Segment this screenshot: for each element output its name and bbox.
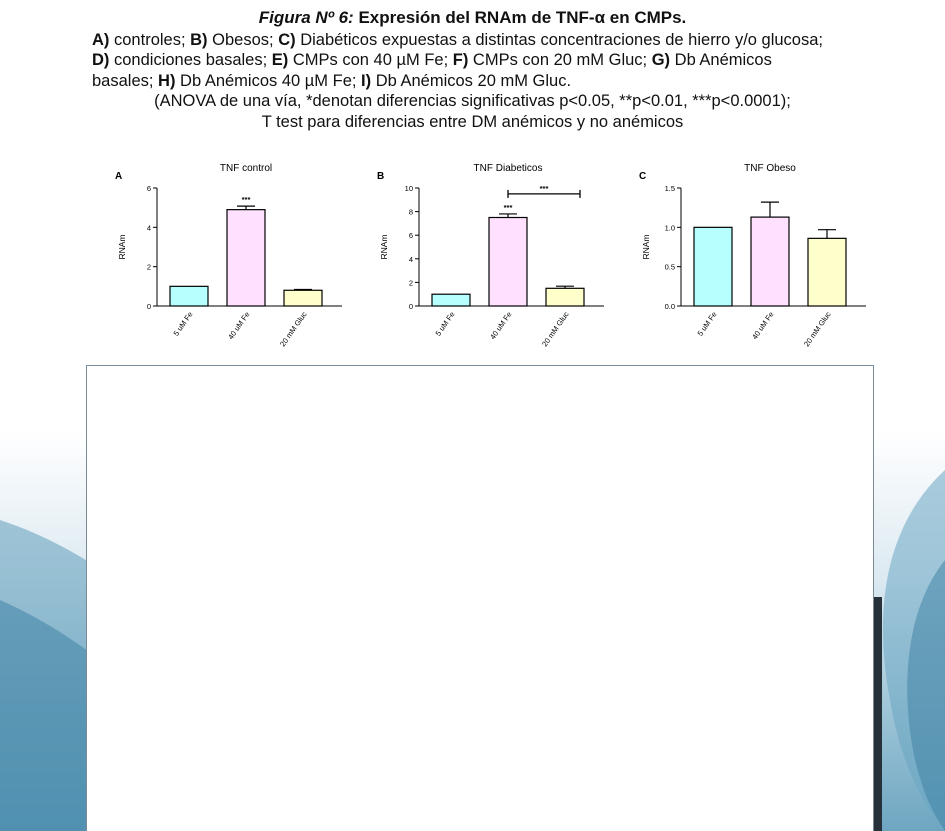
y-tick-label: 10 — [404, 184, 413, 193]
bar-1 — [432, 294, 470, 306]
y-axis-label: RNAm — [117, 234, 127, 260]
bar-1 — [170, 286, 208, 306]
blank-content-box — [86, 365, 874, 831]
caption-line3-marker-1: H) — [158, 71, 176, 90]
bar-3 — [546, 288, 584, 306]
caption-line2-text-0: condiciones basales; — [109, 51, 272, 69]
bar-3 — [284, 290, 322, 306]
chart-title: TNF Diabeticos — [473, 163, 543, 174]
y-tick-label: 6 — [408, 231, 413, 241]
x-tick-label: 40 uM Fe — [488, 309, 514, 342]
x-tick-label: 20 mM Gluc — [802, 309, 833, 349]
y-tick-label: 1.0 — [664, 223, 675, 233]
y-tick-label: 8 — [408, 207, 413, 217]
y-tick-label: 4 — [146, 223, 151, 233]
chart-title: TNF Obeso — [744, 163, 796, 174]
x-tick-label: 5 uM Fe — [433, 309, 457, 338]
bar-3 — [808, 238, 846, 306]
caption-line-3 — [0, 71, 945, 92]
caption-line2-text-3: Db Anémicos — [670, 51, 772, 69]
caption-line2-marker-3: G) — [651, 51, 671, 69]
bar-2 — [489, 218, 527, 307]
bar-2 — [227, 210, 265, 306]
x-tick-label: 5 uM Fe — [171, 309, 195, 338]
bar-2 — [751, 217, 789, 306]
caption-line3-text-1: Db Anémicos 40 µM Fe; — [175, 71, 362, 90]
y-tick-label: 2 — [146, 262, 151, 272]
caption-line1-text-2: Diabéticos expuestas a distintas concentraciones de hierro y/o glucosa; — [295, 30, 823, 49]
caption-line1-marker-1: B) — [190, 30, 208, 49]
y-tick-label: 6 — [146, 184, 151, 193]
bar-1 — [694, 227, 732, 306]
chart-panel-a — [115, 163, 342, 348]
panel-letter-b: B — [377, 171, 385, 182]
significance-label: *** — [503, 202, 513, 212]
caption-statistics-note: (ANOVA de una vía, *denotan diferencias significativas p<0.05, **p<0.01, ***p<0.0001); — [154, 92, 791, 110]
charts-svg — [90, 140, 870, 355]
significance-label: *** — [241, 195, 251, 205]
caption-line2-marker-2: F) — [452, 51, 469, 69]
x-tick-label: 20 mM Gluc — [278, 309, 309, 349]
x-tick-label: 20 mM Gluc — [540, 309, 571, 349]
chart-title: TNF control — [219, 163, 273, 174]
caption-line2-text-1: CMPs con 40 µM Fe; — [288, 51, 453, 69]
y-tick-label: 1.5 — [664, 184, 675, 193]
y-tick-label: 0 — [146, 302, 151, 311]
bracket-significance-label: *** — [539, 183, 549, 193]
y-axis-label: RNAm — [379, 234, 389, 260]
y-tick-label: 0.0 — [664, 302, 675, 311]
y-tick-label: 0.5 — [664, 262, 675, 272]
caption-line1-marker-0: A) — [92, 30, 110, 49]
chart-panel-b — [377, 163, 604, 348]
y-tick-label: 0 — [408, 302, 413, 311]
chart-panel-c — [639, 163, 866, 348]
y-axis-label: RNAm — [641, 234, 651, 260]
caption-line3-marker-2: I) — [361, 71, 372, 90]
x-tick-label: 40 uM Fe — [226, 309, 252, 342]
caption-line2-text-2: CMPs con 20 mM Gluc; — [468, 51, 652, 69]
panel-letter-c: C — [639, 171, 647, 182]
caption-title-text: Expresión del RNAm de TNF-α en CMPs. — [353, 8, 687, 27]
caption-line3-text-0: basales; — [92, 71, 159, 90]
caption-line-2 — [0, 50, 945, 71]
y-tick-label: 4 — [408, 254, 413, 264]
caption-line1-text-1: Obesos; — [207, 30, 279, 49]
x-tick-label: 5 uM Fe — [695, 309, 719, 338]
caption-line2-marker-0: D) — [92, 51, 110, 69]
caption-line-1 — [0, 30, 945, 51]
figure-panels — [90, 140, 870, 355]
caption-title-label: Figura Nº 6: — [258, 8, 354, 27]
caption-title — [0, 8, 945, 29]
caption-line3-text-2: Db Anémicos 20 mM Gluc. — [371, 71, 572, 90]
caption-ttest-note: T test para diferencias entre DM anémicos y no anémicos — [261, 112, 684, 131]
caption-line1-text-0: controles; — [109, 30, 191, 49]
panel-letter-a: A — [115, 171, 123, 182]
caption-line1-marker-2: C) — [278, 30, 296, 49]
caption-line2-marker-1: E) — [271, 51, 289, 69]
x-tick-label: 40 uM Fe — [750, 309, 776, 342]
y-tick-label: 2 — [408, 278, 413, 288]
figure-caption — [0, 8, 945, 132]
